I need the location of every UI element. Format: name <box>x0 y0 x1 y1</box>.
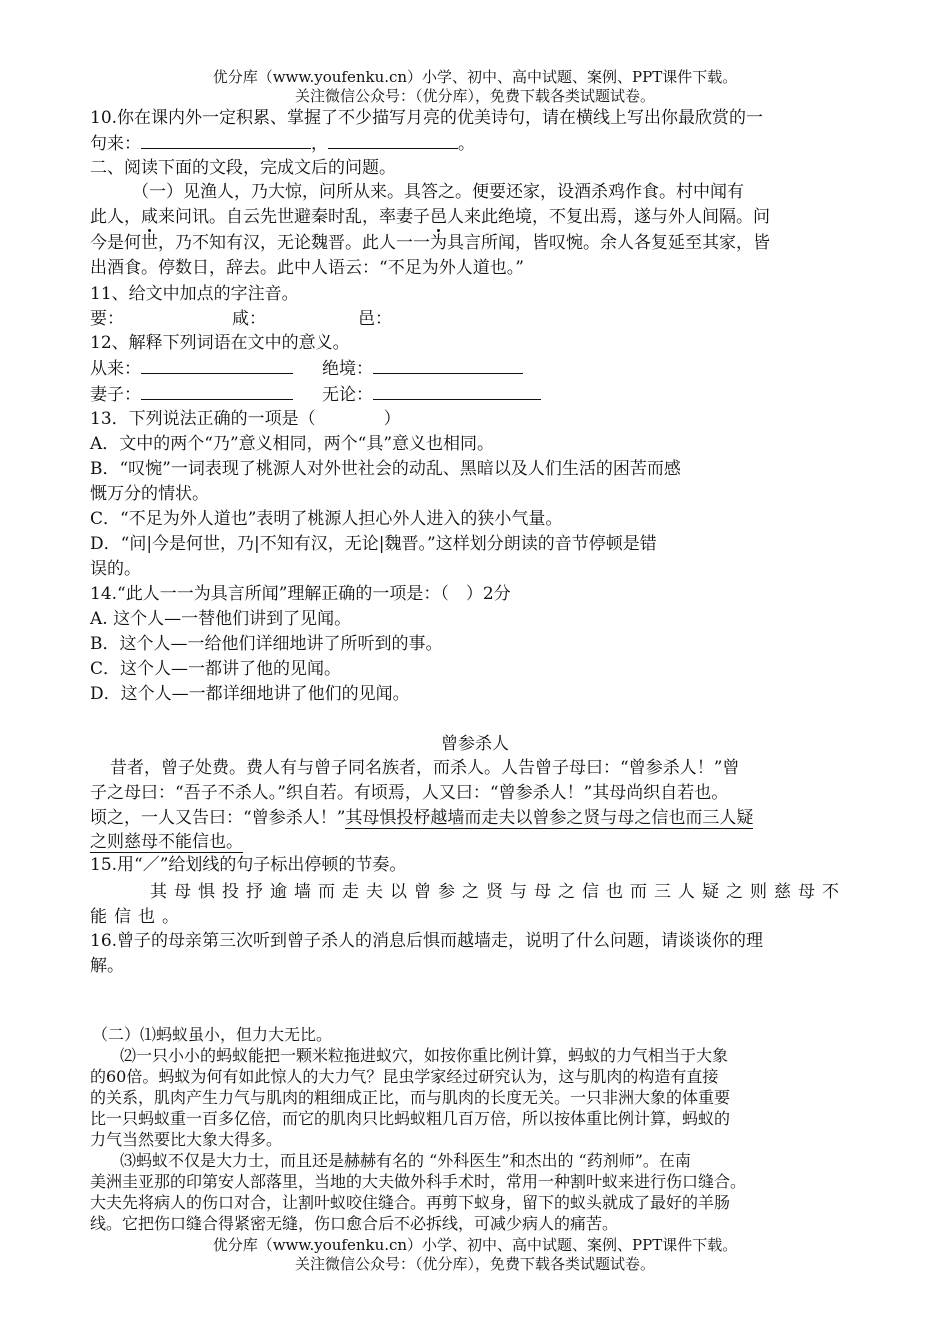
passage3-para-2-line-4: 比一只蚂蚁重一百多亿倍，而它的肌肉只比蚂蚁粗几百万倍，所以按体重比例计算，蚂蚁的 <box>90 1109 731 1128</box>
dotted-char-yi: 邑 <box>430 207 447 227</box>
footer-line-2: 关注微信公众号：（优分库），免费下载各类试题试卷。 <box>294 1255 655 1273</box>
passage2-underlined-end: 之则慈母不能信也。 <box>90 832 243 852</box>
passage1-text: 来问讯。自云先世避秦时乱，率妻子 <box>158 207 430 227</box>
dotted-char-xian: 咸 <box>141 207 158 227</box>
passage3-para-2-line-1: ⑵一只小小的蚂蚁能把一颗米粒拖进蚁穴，如按你重比例计算，蚂蚁的力气相当于大象 <box>120 1046 729 1065</box>
passage2-line-4 <box>90 831 243 853</box>
passage2-text: 顷之，一人又告曰：“曾参杀人！” <box>90 808 346 828</box>
section-2-title: 二、阅读下面的文段，完成文后的问题。 <box>90 158 396 178</box>
q10-prefix: 句来： <box>90 134 141 154</box>
q12-blank-juejing[interactable] <box>373 357 523 374</box>
q11-item-xian: 咸： <box>232 309 266 329</box>
q12-title: 12、解释下列词语在文中的意义。 <box>90 333 350 353</box>
q13-option-c: C．“不足为外人道也”表明了桃源人担心外人进入的狭小气量。 <box>90 509 563 529</box>
q14-option-b: B．这个人—一给他们详细地讲了所听到的事。 <box>90 634 443 654</box>
q15-title: 15.用“／”给划线的句子标出停顿的节奏。 <box>90 855 407 875</box>
passage3-para-3-line-4: 线。它把伤口缝合得紧密无缝，伤口愈合后不必拆线，可减少病人的痛苦。 <box>90 1214 619 1233</box>
q12-label-conglai: 从来： <box>90 359 141 379</box>
q11-title: 11、给文中加点的字注音。 <box>90 284 299 304</box>
q14-option-a: A. 这个人—一替他们讲到了见闻。 <box>90 609 352 629</box>
footer-line-1: 优分库（www.youfenku.cn）小学、初中、高中试题、案例、PPT课件下载。 <box>212 1236 738 1254</box>
q12-blank-qizi[interactable] <box>141 383 293 400</box>
q14-title: 14.“此人一一为具言所闻”理解正确的一项是：（ ）2分 <box>90 584 511 604</box>
q13-option-d-2: 误的。 <box>90 559 141 579</box>
q12-label-juejing: 绝境： <box>322 359 373 379</box>
q12-blank-wulun[interactable] <box>373 383 541 400</box>
passage1-line-1: （一）见渔人，乃大惊，问所从来。具答之。便要还家，设酒杀鸡作食。村中闻有 <box>132 182 744 202</box>
passage3-para-1: （二）⑴蚂蚁虽小，但力大无比。 <box>92 1025 333 1044</box>
q10-answer-blank-2[interactable] <box>328 132 458 149</box>
passage3-para-3-line-3: 大夫先将病人的伤口对合，让割叶蚁咬住缝合。再剪下蚁身，留下的蚁头就成了最好的羊肠 <box>90 1193 731 1212</box>
q12-label-wulun: 无论： <box>322 385 373 405</box>
q12-row-2 <box>90 383 293 406</box>
q16-line-1: 16.曾子的母亲第三次听到曾子杀人的消息后惧而越墙走，说明了什么问题，请谈谈你的理 <box>90 931 764 951</box>
q10-line-1: 10.你在课内外一定积累、掌握了不少描写月亮的优美诗句，请在横线上写出你最欣赏的一 <box>90 108 764 128</box>
passage1-line-2 <box>90 206 770 228</box>
q11-item-yao: 要： <box>90 309 124 329</box>
q16-line-2: 解。 <box>90 956 124 976</box>
header-line-2: 关注微信公众号：（优分库），免费下载各类试题试卷。 <box>294 87 655 105</box>
q15-sentence-line-2: 能信也。 <box>90 907 186 927</box>
q15-sentence-line-1: 其母惧投抒逾墙而走夫以曾参之贤与母之信也而三人疑之则慈母不 <box>150 882 846 902</box>
passage1-line-3: 今是何世，乃不知有汉，无论魏晋。此人一一为具言所闻，皆叹惋。余人各复延至其家，皆 <box>90 233 770 253</box>
passage2-line-2: 子之母曰：“吾子不杀人。”织自若。有顷焉，人又曰：“曾参杀人！”其母尚织自若也。 <box>90 783 729 803</box>
passage3-para-2-line-5: 力气当然要比大象大得多。 <box>90 1130 283 1149</box>
q10-answer-blank-1[interactable] <box>141 132 311 149</box>
q13-option-b-2: 慨万分的情状。 <box>90 484 209 504</box>
header-line-1: 优分库（www.youfenku.cn）小学、初中、高中试题、案例、PPT课件下载。 <box>212 68 738 86</box>
passage3-para-3-line-1: ⑶蚂蚁不仅是大力士，而且还是赫赫有名的 “外科医生”和杰出的 “药剂师”。在南 <box>120 1151 691 1170</box>
q12-label-qizi: 妻子： <box>90 385 141 405</box>
q12-row-2b <box>322 383 541 406</box>
q10-line-2 <box>90 132 475 155</box>
q14-option-c: C．这个人—一都讲了他的见闻。 <box>90 659 342 679</box>
passage3-para-2-line-2: 的60倍。蚂蚁为何有如此惊人的大力气？昆虫学家经过研究认为，这与肌肉的构造有直接 <box>90 1067 719 1086</box>
q14-option-d: D．这个人—一都详细地讲了他们的见闻。 <box>90 684 410 704</box>
q12-blank-conglai[interactable] <box>141 357 293 374</box>
passage2-line-3 <box>90 807 753 829</box>
q12-row-1b <box>322 357 523 380</box>
passage2-title: 曾参杀人 <box>441 734 509 754</box>
q10-end: 。 <box>458 134 475 154</box>
q13-title: 13．下列说法正确的一项是（ ） <box>90 409 401 429</box>
passage3-para-2-line-3: 的关系，肌肉产生力气与肌肉的粗细成正比，而与肌肉的长度无关。一只非洲大象的体重要 <box>90 1088 731 1107</box>
q10-separator: ， <box>311 134 328 154</box>
passage2-underlined-sentence: 其母惧投杼越墙而走夫以曾参之贤与母之信也而三人疑 <box>345 808 754 828</box>
q12-row-1 <box>90 357 293 380</box>
q13-option-d-1: D．“问|今是何世，乃|不知有汉，无论|魏晋。”这样划分朗读的音节停顿是错 <box>90 534 657 554</box>
passage1-text: 人来此绝境，不复出焉，遂与外人间隔。问 <box>447 207 770 227</box>
passage2-line-1: 昔者，曾子处费。费人有与曾子同名族者，而杀人。人告曾子母曰：“曾参杀人！”曾 <box>110 758 740 778</box>
passage3-para-3-line-2: 美洲圭亚那的印第安人部落里，当地的大夫做外科手术时，常用一种割叶蚁来进行伤口缝合。 <box>90 1172 747 1191</box>
q13-option-b-1: B．“叹惋”一词表现了桃源人对外世社会的动乱、黑暗以及人们生活的困苦而感 <box>90 459 681 479</box>
q11-item-yi: 邑： <box>358 309 392 329</box>
passage1-line-4: 出酒食。停数日，辞去。此中人语云：“不足为外人道也。” <box>90 258 524 278</box>
q13-option-a: A．文中的两个“乃”意义相同，两个“具”意义也相同。 <box>90 434 495 454</box>
passage1-text: 此人， <box>90 207 141 227</box>
